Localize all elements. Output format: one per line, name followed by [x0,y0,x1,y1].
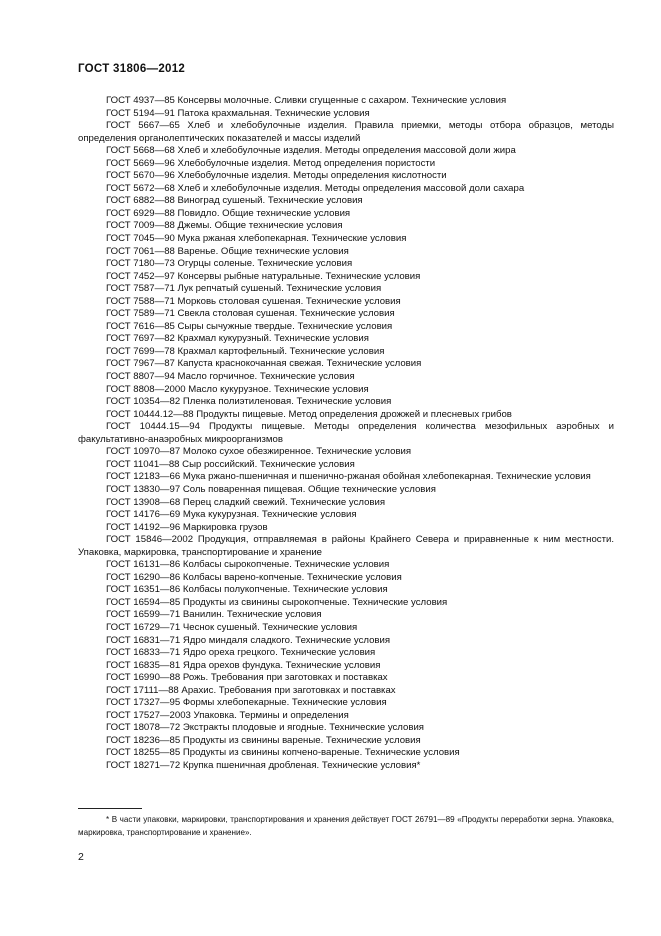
reference-item: ГОСТ 8808—2000 Масло кукурузное. Технические условия [106,383,369,395]
reference-item: ГОСТ 4937—85 Консервы молочные. Сливки сгущенные с сахаром. Технические условия [106,95,507,106]
reference-item: ГОСТ 10444.12—88 Продукты пищевые. Метод определения дрожжей и плесневых грибов [106,408,512,420]
reference-item: ГОСТ 18271—72 Крупка пшеничная дробленая. Технические условия* [106,759,421,771]
reference-item: ГОСТ 8807—94 Масло горчичное. Технические условия [106,371,355,383]
reference-item: ГОСТ 16351—86 Колбасы полукопченые. Технические условия [106,584,388,596]
reference-item: ГОСТ 11041—88 Сыр российский. Технические условия [106,458,355,470]
reference-item: ГОСТ 16594—85 Продукты из свинины сырокопченые. Технические условия [106,596,448,608]
reference-item: ГОСТ 17111—88 Арахис. Требования при заготовках и поставках [106,684,396,696]
reference-item: ГОСТ 14192—96 Маркировка грузов [106,521,268,533]
reference-item: ГОСТ 6929—88 Повидло. Общие технические условия [106,207,351,219]
reference-item: ГОСТ 7697—82 Крахмал кукурузный. Технические условия [106,333,369,345]
reference-item: ГОСТ 5672—68 Хлеб и хлебобулочные изделия. Методы определения массовой доли сахара [106,182,525,194]
reference-item: ГОСТ 7452—97 Консервы рыбные натуральные. Технические условия [106,270,421,282]
reference-item: ГОСТ 10354—82 Пленка полиэтиленовая. Технические условия [106,396,392,408]
reference-item: ГОСТ 7699—78 Крахмал картофельный. Технические условия [106,345,385,357]
reference-item: ГОСТ 16831—71 Ядро миндаля сладкого. Технические условия [106,634,391,646]
reference-item: ГОСТ 7588—71 Морковь столовая сушеная. Технические условия [106,295,401,307]
reference-item: ГОСТ 18255—85 Продукты из свинины копчено-вареные. Технические условия [106,747,460,759]
reference-item: ГОСТ 7616—85 Сыры сычужные твердые. Технические условия [106,320,393,332]
reference-item: ГОСТ 12183—66 Мука ржано-пшеничная и пшенично-ржаная обойная хлебопекарная. Технические условия [106,471,591,483]
reference-item: ГОСТ 5194—91 Патока крахмальная. Технические условия [106,107,370,119]
reference-item: ГОСТ 7589—71 Свекла столовая сушеная. Технические условия [106,308,395,320]
reference-item: ГОСТ 15846—2002 Продукция, отправляемая в районы Крайнего Севера и приравненные к ним местности. Упаковка, маркировка, транспортирование и хранение [78,534,614,558]
reference-item: ГОСТ 7061—88 Варенье. Общие технические условия [106,245,349,257]
footnote-divider [78,808,142,809]
reference-item: ГОСТ 5670—96 Хлебобулочные изделия. Методы определения кислотности [106,170,447,182]
reference-item: ГОСТ 5668—68 Хлеб и хлебобулочные изделия. Методы определения массовой доли жира [106,145,516,157]
reference-item: ГОСТ 17527—2003 Упаковка. Термины и определения [106,709,349,721]
reference-item: ГОСТ 16833—71 Ядро ореха грецкого. Технические условия [106,647,376,659]
reference-item: ГОСТ 16599—71 Ванилин. Технические условия [106,609,322,621]
reference-item: ГОСТ 7967—87 Капуста краснокочанная свежая. Технические условия [106,358,422,370]
reference-item: ГОСТ 7009—88 Джемы. Общие технические условия [106,220,343,232]
page-number: 2 [78,851,84,863]
reference-item: ГОСТ 16835—81 Ядра орехов фундука. Технические условия [106,659,381,671]
reference-item: ГОСТ 13830—97 Соль поваренная пищевая. Общие технические условия [106,483,436,495]
reference-item: ГОСТ 17327—95 Формы хлебопекарные. Технические условия [106,697,387,709]
reference-item: ГОСТ 16729—71 Чеснок сушеный. Технические условия [106,621,358,633]
reference-item: ГОСТ 10444.15—94 Продукты пищевые. Методы определения количества мезофильных аэробных и факультативно-анаэробных микроорганизмов [78,421,614,445]
reference-item: ГОСТ 16290—86 Колбасы варено-копченые. Технические условия [106,571,402,583]
reference-item: ГОСТ 5669—96 Хлебобулочные изделия. Метод определения пористости [106,157,436,169]
footnote: * В части упаковки, маркировки, транспортирования и хранения действует ГОСТ 26791—89 «Продукты переработки зерна. Упаковка, маркировка, транспортирование и хранение». [78,815,614,837]
reference-item: ГОСТ 5667—65 Хлеб и хлебобулочные изделия. Правила приемки, методы отбора образцов, методы определения органолептических показателей и массы изделий [78,120,614,144]
reference-item: ГОСТ 16131—86 Колбасы сырокопченые. Технические условия [106,559,390,571]
normative-references-list [78,95,614,773]
reference-item: ГОСТ 18236—85 Продукты из свинины вареные. Технические условия [106,734,421,746]
reference-item: ГОСТ 13908—68 Перец сладкий свежий. Технические условия [106,496,386,508]
reference-item: ГОСТ 7180—73 Огурцы соленые. Технические условия [106,258,353,270]
document-header: ГОСТ 31806—2012 [78,63,186,75]
reference-item: ГОСТ 6882—88 Виноград сушеный. Технические условия [106,195,363,207]
reference-item: ГОСТ 18078—72 Экстракты плодовые и ягодные. Технические условия [106,722,424,734]
reference-item: ГОСТ 16990—88 Рожь. Требования при заготовках и поставках [106,672,388,684]
reference-item: ГОСТ 10970—87 Молоко сухое обезжиренное. Технические условия [106,446,412,458]
reference-item: ГОСТ 7045—90 Мука ржаная хлебопекарная. Технические условия [106,233,407,245]
reference-item: ГОСТ 14176—69 Мука кукурузная. Технические условия [106,509,357,521]
reference-item: ГОСТ 7587—71 Лук репчатый сушеный. Технические условия [106,283,382,295]
